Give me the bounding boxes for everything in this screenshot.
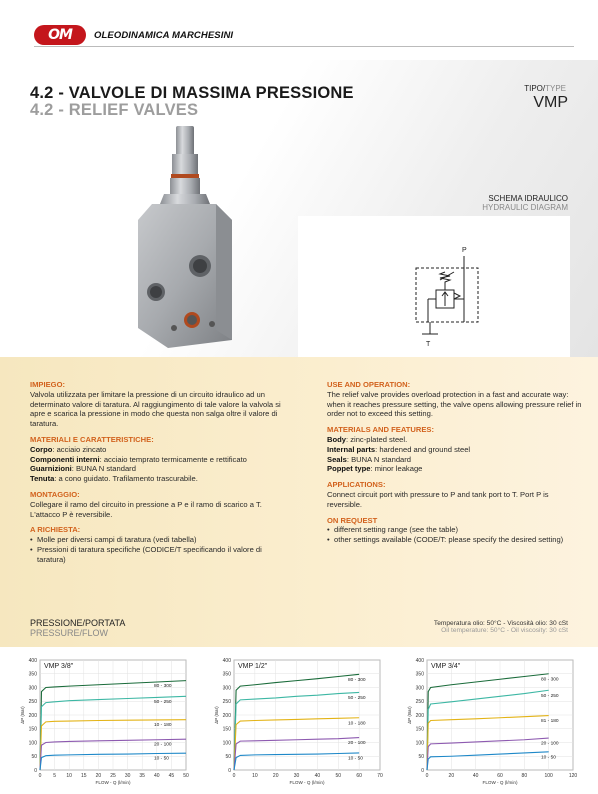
page-title-italian: 4.2 - VALVOLE DI MASSIMA PRESSIONE [30,84,354,102]
paragraph: Connect circuit port with pressure to P and tank port to T. Port P is reversible. [327,489,549,509]
x-tick-label: 30 [124,773,131,779]
type-label: TIPO/TYPE [524,84,566,93]
pressure-flow-label: PRESSIONE/PORTATA PRESSURE/FLOW [30,618,126,638]
x-tick-label: 10 [252,773,258,779]
request-list [327,525,582,545]
port-t-label: T [426,341,431,348]
chart-svg [405,652,595,788]
y-tick-label: 150 [28,726,37,733]
y-tick-label: 350 [415,671,424,678]
y-tick-label: 50 [225,754,231,761]
x-axis-label: FLOW - Q (l/min) [95,780,131,785]
chart-vmp-3-4 [405,652,595,788]
y-tick-label: 200 [28,712,37,719]
spec-line: Guarnizioni: BUNA N standard [30,464,136,474]
y-tick-label: 250 [415,699,424,706]
series-label: 20 - 100 [154,742,172,748]
x-tick-label: 45 [168,773,175,779]
y-tick-label: 0 [421,767,424,774]
section-heading: A RICHIESTA: [30,525,81,535]
y-tick-label: 350 [222,671,231,678]
hydraulic-symbol [298,216,570,358]
spec-line: Tenuta: a cono guidato. Trafilamento trascurabile. [30,474,198,484]
section-heading: MATERIALS AND FEATURES: [327,425,435,435]
series-label: 10 - 50 [154,756,169,762]
y-tick-label: 200 [415,712,424,719]
section-heading: ON REQUEST [327,515,378,525]
x-tick-label: 40 [314,773,321,779]
x-tick-label: 20 [272,773,279,779]
chart-svg [18,652,208,788]
chart-title: VMP 3/8" [44,663,74,670]
y-tick-label: 400 [28,657,37,664]
y-tick-label: 250 [28,699,37,706]
logo-mark: OM [34,25,86,45]
x-tick-label: 100 [544,773,553,779]
series-label: 10 - 180 [154,723,172,729]
list-item: • different setting range (see the table) [327,525,582,535]
chart-title: VMP 1/2" [238,663,268,670]
y-tick-label: 0 [228,767,231,774]
y-tick-label: 0 [34,767,37,774]
page-title-english: 4.2 - RELIEF VALVES [30,101,199,119]
series-label: 80 - 300 [154,684,172,690]
x-tick-label: 20 [448,773,455,779]
english-description [327,380,582,545]
series-label: 20 - 100 [348,741,366,747]
y-tick-label: 200 [222,712,231,719]
x-tick-label: 50 [335,773,342,779]
hydraulic-diagram-label: SCHEMA IDRAULICO HYDRAULIC DIAGRAM [482,194,568,212]
x-tick-label: 60 [356,773,362,779]
series-label: 81 - 180 [541,719,559,725]
list-item: • Pressioni di taratura specifiche (CODICE/T specificando il valore di taratura) [30,545,285,565]
x-tick-label: 50 [183,773,189,779]
spec-line: Body: zinc-plated steel. [327,434,408,444]
y-tick-label: 350 [28,671,37,678]
y-tick-label: 100 [415,740,424,747]
y-tick-label: 150 [415,726,424,733]
chart-title: VMP 3/4" [431,663,461,670]
series-label: 50 - 250 [541,693,559,699]
section-heading: MONTAGGIO: [30,489,80,499]
y-tick-label: 300 [28,685,37,692]
x-tick-label: 25 [110,773,116,779]
y-tick-label: 50 [418,754,424,761]
x-tick-label: 0 [232,773,236,779]
x-tick-label: 35 [139,773,145,779]
series-label: 50 - 250 [348,695,366,701]
italian-description [30,380,285,565]
y-tick-label: 50 [31,754,37,761]
chart-vmp-3-8 [18,652,208,788]
chart-svg [212,652,402,788]
company-name: OLEODINAMICA MARCHESINI [94,29,234,41]
series-label: 50 - 250 [154,699,172,705]
series-label: 10 - 50 [348,756,363,762]
section-heading: APPLICATIONS: [327,480,386,490]
spec-line: Corpo: acciaio zincato [30,444,107,454]
x-tick-label: 5 [53,773,56,779]
y-axis-label: ∆P (Bar) [20,706,25,724]
paragraph: Valvola utilizzata per limitare la pressione di un circuito idraulico ad un determinato valore di taratura. Al raggiungimento di tale valore la valvola si apre e scarica la pressione in modo che questa non salga oltre il valore di taratura. [30,389,281,429]
section-heading: MATERIALI E CARATTERISTICHE: [30,434,154,444]
series-label: 10 - 50 [541,755,556,761]
x-tick-label: 0 [38,773,42,779]
list-item: • other settings available (CODE/T: please specify the desired setting) [327,535,582,545]
y-tick-label: 300 [222,685,231,692]
x-tick-label: 40 [472,773,479,779]
y-tick-label: 100 [28,740,37,747]
x-tick-label: 120 [568,773,578,779]
chart-vmp-1-2 [212,652,402,788]
x-axis-label: FLOW - Q (l/min) [289,780,325,785]
type-value: VMP [533,94,568,111]
x-tick-label: 70 [377,773,383,779]
x-tick-label: 20 [95,773,102,779]
request-list [30,535,285,564]
spec-line: Internal parts: hardened and ground steel [327,444,471,454]
x-tick-label: 60 [497,773,503,779]
y-tick-label: 100 [222,740,231,747]
y-tick-label: 400 [415,657,424,664]
oil-conditions: Temperatura olio: 50°C - Viscosità olio: 30 cSt Oil temperature: 50°C - Oil viscosity: 30 cSt [433,620,568,634]
section-heading: IMPIEGO: [30,380,66,389]
hydraulic-diagram-panel [298,216,570,358]
series-label: 80 - 300 [541,677,559,683]
y-tick-label: 150 [222,726,231,733]
paragraph: The relief valve provides overload protection in a fast and accurate way: when it reaches pressure setting, the valve opens allowing pressure relief in order not to exceed this setting. [327,389,582,419]
x-axis-label: FLOW - Q (l/min) [482,780,518,785]
y-tick-label: 300 [415,685,424,692]
header-divider [34,46,574,47]
x-tick-label: 15 [81,773,87,779]
x-tick-label: 30 [293,773,300,779]
x-tick-label: 10 [66,773,72,779]
y-tick-label: 250 [222,699,231,706]
company-logo [34,24,233,46]
y-tick-label: 400 [222,657,231,664]
spec-line: Seals: BUNA N standard [327,454,412,464]
port-p-label: P [462,247,467,254]
x-tick-label: 40 [154,773,160,779]
y-axis-label: ∆P (Bar) [407,706,412,724]
x-tick-label: 80 [521,773,528,779]
series-label: 20 - 100 [541,741,559,747]
series-label: 80 - 300 [348,677,366,683]
spec-line: Poppet type: minor leakage [327,464,423,474]
spec-line: Componenti interni: acciaio temprato termicamente e rettificato [30,454,247,464]
section-heading: USE AND OPERATION: [327,380,411,389]
valve-product-image [132,124,242,354]
y-axis-label: ∆P (Bar) [214,706,219,724]
paragraph: Collegare il ramo del circuito in pressione a P e il ramo di scarico a T. L'attacco P è reversibile. [30,499,262,519]
list-item: • Molle per diversi campi di taratura (vedi tabella) [30,535,285,545]
x-tick-label: 0 [425,773,429,779]
series-label: 10 - 180 [348,721,366,727]
